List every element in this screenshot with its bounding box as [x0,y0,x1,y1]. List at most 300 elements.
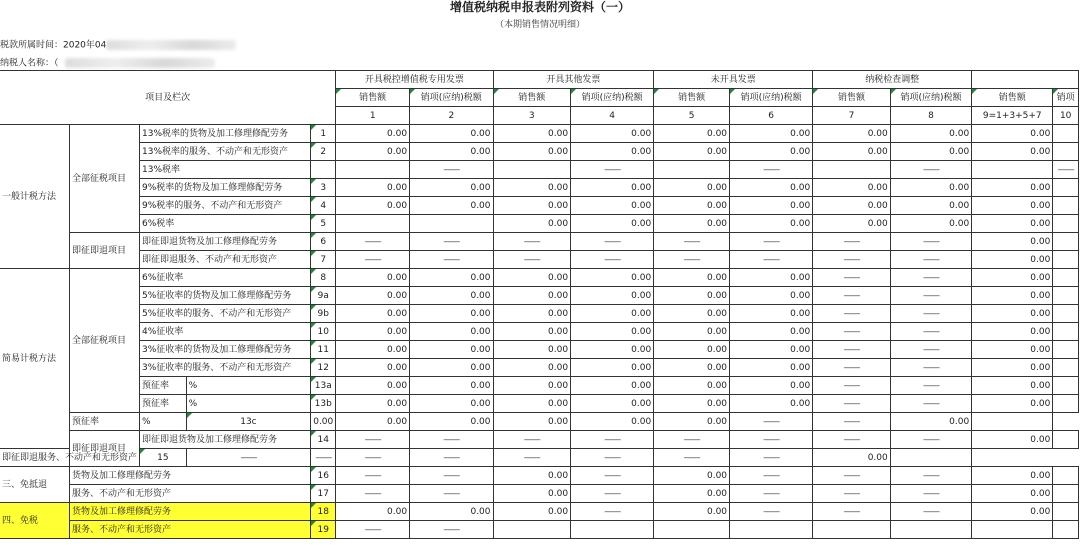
cell-value: 0.00 [972,359,1053,377]
group-header-other-invoice: 开具其他发票 [493,71,654,89]
cell-value[interactable]: 0.00 [654,467,730,485]
cell-value[interactable]: 0.00 [813,215,891,233]
rate-pct[interactable]: % [140,413,187,431]
cell-value[interactable]: 0.00 [336,197,410,215]
cell-value[interactable]: 0.00 [410,413,493,431]
row-label: 即征即退服务、不动产和无形资产 [140,251,311,269]
cell-value[interactable]: 0.00 [336,143,410,161]
table-row [0,395,1079,413]
cell-dash: —— [890,467,971,485]
cell-dash: —— [571,449,654,467]
cell-value [972,413,1053,431]
cell-value[interactable]: 0.00 [336,395,410,413]
cell-dash: —— [813,251,891,269]
cell-value [571,521,654,539]
cell-value[interactable]: 0.00 [890,179,971,197]
cell-value[interactable]: 0.00 [890,125,971,143]
cell-value[interactable]: 0.00 [654,503,730,521]
cell-dash: —— [890,287,971,305]
cell-dash: —— [813,503,891,521]
table-row [0,215,1079,233]
cell-value[interactable]: 0.00 [654,395,730,413]
line-number: 15 [140,449,187,467]
cell-value [1053,143,1079,161]
cell-value[interactable]: 0.00 [730,287,813,305]
cell-value[interactable]: 0.00 [410,305,493,323]
line-number: 17 [311,485,336,503]
cell-value: 0.00 [972,341,1053,359]
cell-dash: —— [890,485,971,503]
cell-dash: —— [493,431,571,449]
cell-value[interactable]: 0.00 [730,305,813,323]
cell-value [1053,305,1079,323]
cell-dash: —— [813,341,891,359]
cell-value[interactable]: 0.00 [410,395,493,413]
cell-value[interactable]: 0.00 [654,143,730,161]
cell-value[interactable]: 0.00 [336,341,410,359]
cell-dash: —— [410,251,493,269]
colnum-8: 8 [890,107,971,125]
line-number: 13a [311,377,336,395]
sales-detail-table [0,70,1079,539]
line-number: 1 [311,125,336,143]
table-row [0,431,1079,449]
cell-value: 0.00 [972,269,1053,287]
line-number: 11 [311,341,336,359]
table-row [0,341,1079,359]
cell-value[interactable]: 0.00 [493,395,571,413]
row-label: 6%征收率 [140,269,311,287]
row-label: 13%税率 [140,161,311,179]
line-number: 3 [311,179,336,197]
cell-value[interactable]: 0.00 [336,413,410,431]
cell-value[interactable]: 0.00 [730,377,813,395]
table-row [0,287,1079,305]
cell-dash: —— [336,485,410,503]
cell-value[interactable]: 0.00 [410,179,493,197]
cell-value[interactable]: 0.00 [410,125,493,143]
cell-value[interactable]: 0.00 [654,359,730,377]
cell-value[interactable]: 0.00 [654,269,730,287]
cell-dash: —— [730,485,813,503]
cell-value[interactable]: 0.00 [972,431,1053,449]
cell-value[interactable]: 0.00 [336,179,410,197]
cell-value[interactable]: 0.00 [571,197,654,215]
line-number: 19 [311,521,336,539]
cell-value[interactable]: 0.00 [493,323,571,341]
cell-dash: —— [654,449,730,467]
cell-dash: —— [730,413,813,431]
cell-value: 0.00 [972,467,1053,485]
cell-dash: —— [890,341,971,359]
colnum-7: 7 [813,107,891,125]
cell-value[interactable]: 0.00 [493,287,571,305]
cell-dash: —— [730,233,813,251]
cell-value[interactable]: 0.00 [972,233,1053,251]
cell-value[interactable]: 0.00 [571,305,654,323]
cell-value [1053,179,1079,197]
cell-value [493,521,571,539]
cell-dash: —— [813,359,891,377]
line-number: 16 [311,467,336,485]
cell-dash: —— [813,377,891,395]
cell-dash: —— [336,251,410,269]
group-all-levy-1: 全部征税项目 [70,125,140,233]
cell-value[interactable]: 0.00 [493,377,571,395]
subhdr-tax-1: 销项(应纳)税额 [410,89,493,107]
redacted-period [106,40,236,50]
colnum-2: 2 [410,107,493,125]
colnum-10: 10 [1053,107,1079,125]
cell-value [1053,359,1079,377]
table-row [0,413,1079,431]
cell-value: 0.00 [972,305,1053,323]
line-number: 2 [311,143,336,161]
table-row [0,161,1079,179]
cell-value[interactable]: 0.00 [813,179,891,197]
table-row [0,125,1079,143]
line-number: 4 [311,197,336,215]
cell-value[interactable]: 0.00 [493,503,571,521]
cell-value[interactable]: 0.00 [730,395,813,413]
table-row [0,449,1079,467]
cell-value[interactable]: 0.00 [813,449,891,467]
cell-value: 0.00 [972,197,1053,215]
table-row [0,197,1079,215]
cell-value[interactable]: 0.00 [654,305,730,323]
cell-dash: —— [730,431,813,449]
cell-value[interactable]: 0.00 [571,143,654,161]
line-number: 13b [311,395,336,413]
table-row [0,305,1079,323]
cell-value[interactable]: 0.00 [654,323,730,341]
cell-dash: —— [730,467,813,485]
subhdr-sales-4: 销售额 [813,89,891,107]
group-header-no-invoice: 未开具发票 [654,71,813,89]
cell-dash: —— [813,485,891,503]
cell-value[interactable]: 0.00 [336,359,410,377]
cell-value[interactable]: 0.00 [571,359,654,377]
cell-value[interactable]: 0.00 [410,143,493,161]
cell-dash: —— [730,449,813,467]
cell-value [813,521,891,539]
cell-value[interactable]: 0.00 [730,179,813,197]
cell-dash: —— [730,251,813,269]
cell-value: 0.00 [890,413,971,431]
cell-value [1053,467,1079,485]
cell-dash: —— [336,467,410,485]
cell-value[interactable]: 0.00 [493,215,571,233]
cell-dash: —— [336,449,410,467]
period-line [0,40,236,52]
cell-value[interactable]: 0.00 [493,143,571,161]
cell-dash: —— [813,305,891,323]
subhdr-tax-4: 销项(应纳)税额 [890,89,971,107]
line-number: 18 [311,503,336,521]
cell-value[interactable]: 0.00 [654,125,730,143]
row-label: 3%征收率的货物及加工修理修配劳务 [140,341,311,359]
header-row-groups [0,71,1079,89]
cell-value[interactable]: 0.00 [336,503,410,521]
cell-value[interactable]: 0.00 [654,341,730,359]
cell-dash: —— [493,233,571,251]
cell-dash: —— [410,161,493,179]
cell-dash: —— [813,323,891,341]
cell-value[interactable]: 0.00 [654,287,730,305]
line-number: 14 [311,431,336,449]
cell-value[interactable]: 0.00 [336,287,410,305]
line-number: 12 [311,359,336,377]
cell-value[interactable]: 0.00 [493,197,571,215]
rate-pct[interactable]: % [186,377,311,395]
cell-value: 0.00 [972,485,1053,503]
row-label: 服务、不动产和无形资产 [70,485,311,503]
cell-value: 0.00 [972,395,1053,413]
row-label: 9%税率的货物及加工修理修配劳务 [140,179,311,197]
cell-dash: —— [571,485,654,503]
cell-value [336,161,410,179]
cell-value[interactable]: 0.00 [654,377,730,395]
cell-dash: —— [890,431,971,449]
cell-dash: —— [410,431,493,449]
cell-dash: —— [186,449,311,467]
cell-value [890,449,971,467]
cell-value[interactable]: 0.00 [410,287,493,305]
cell-value: 0.00 [972,323,1053,341]
cell-dash: —— [813,431,891,449]
cell-value[interactable]: 0.00 [493,269,571,287]
cell-dash: —— [654,233,730,251]
cell-value [1053,341,1079,359]
cell-value [1053,215,1079,233]
cell-value: 0.00 [972,179,1053,197]
cell-dash: —— [890,233,971,251]
cell-dash: —— [813,287,891,305]
cell-dash: —— [813,395,891,413]
cell-value[interactable]: 0.00 [493,413,571,431]
subhdr-tax-3: 销项(应纳)税额 [730,89,813,107]
cell-value[interactable]: 0.00 [654,179,730,197]
rate-pct[interactable]: % [186,395,311,413]
cell-value[interactable]: 0.00 [336,125,410,143]
row-label: 服务、不动产和无形资产 [70,521,311,539]
row-label: 预征率 [140,377,187,395]
cell-value[interactable]: 0.00 [410,197,493,215]
cell-value[interactable]: 0.00 [654,215,730,233]
cell-dash: —— [571,467,654,485]
period-label: 税款所属时间：2020年04 [0,40,107,51]
cell-value[interactable]: 0.00 [311,413,336,431]
cell-dash: —— [890,395,971,413]
cell-dash: —— [571,161,654,179]
cell-value[interactable]: 0.00 [493,179,571,197]
group-exempt-refund: 三、免抵退 [0,467,70,503]
cell-value[interactable]: 0.00 [493,485,571,503]
cell-value[interactable]: 0.00 [571,287,654,305]
redacted-taxpayer [65,58,215,68]
cell-value[interactable]: 0.00 [730,323,813,341]
cell-dash: —— [1053,161,1079,179]
group-refund-2: 即征即退项目 [70,431,140,467]
cell-value[interactable]: 0.00 [571,413,654,431]
cell-value: 0.00 [972,125,1053,143]
cell-value[interactable]: 0.00 [493,467,571,485]
cell-value: 0.00 [972,287,1053,305]
cell-value [654,521,730,539]
cell-value[interactable]: 0.00 [571,215,654,233]
cell-value [1053,377,1079,395]
subhdr-tax-2: 销项(应纳)税额 [571,89,654,107]
cell-dash: —— [654,431,730,449]
form-subtitle: （本期销售情况明细） [494,20,585,30]
cell-value[interactable]: 0.00 [890,143,971,161]
cell-value[interactable]: 0.00 [493,341,571,359]
cell-value[interactable]: 0.00 [654,197,730,215]
row-label: 5%征收率的货物及加工修理修配劳务 [140,287,311,305]
cell-value[interactable]: 0.00 [730,197,813,215]
cell-value [1053,233,1079,251]
cell-value [1053,251,1079,269]
line-number: 10 [311,323,336,341]
cell-value[interactable]: 0.00 [654,485,730,503]
row-label: 3%征收率的服务、不动产和无形资产 [140,359,311,377]
row-label: 13%税率的服务、不动产和无形资产 [140,143,311,161]
cell-value[interactable]: 0.00 [410,269,493,287]
cell-value [1053,395,1079,413]
cell-value[interactable]: 0.00 [336,323,410,341]
cell-value [1053,485,1079,503]
cell-value[interactable]: 0.00 [730,359,813,377]
cell-dash: —— [336,233,410,251]
line-number [311,161,336,179]
line-number: 7 [311,251,336,269]
line-number: 9b [311,305,336,323]
group-header-total [972,71,1079,89]
taxpayer-label: 纳税人名称：（ [0,58,59,69]
cell-value [1053,125,1079,143]
cell-value[interactable]: 0.00 [410,377,493,395]
cell-dash: —— [410,467,493,485]
taxpayer-line [0,58,215,70]
cell-dash: —— [813,269,891,287]
cell-value[interactable]: 0.00 [730,269,813,287]
colnum-5: 5 [654,107,730,125]
cell-value[interactable]: 0.00 [813,125,891,143]
item-col-header: 项目及栏次 [0,71,336,125]
cell-dash: —— [654,251,730,269]
row-label: 货物及加工修理修配劳务 [70,503,311,521]
line-number: 13c [186,413,311,431]
cell-value[interactable]: 0.00 [493,359,571,377]
cell-value[interactable]: 0.00 [410,503,493,521]
row-label: 即征即退货物及加工修理修配劳务 [140,431,311,449]
cell-value [813,161,891,179]
cell-value[interactable]: 0.00 [730,143,813,161]
row-label: 即征即退货物及加工修理修配劳务 [140,233,311,251]
line-number: 8 [311,269,336,287]
group-all-levy-2: 全部征税项目 [70,269,140,413]
cell-value: 0.00 [972,143,1053,161]
table-row [0,323,1079,341]
cell-value [1053,197,1079,215]
cell-dash: —— [890,269,971,287]
cell-value[interactable]: 0.00 [571,395,654,413]
cell-dash: —— [571,503,654,521]
table-row [0,359,1079,377]
cell-value[interactable]: 0.00 [571,323,654,341]
cell-value[interactable]: 0.00 [730,215,813,233]
cell-dash: —— [890,323,971,341]
line-number: 9a [311,287,336,305]
cell-value[interactable]: 0.00 [890,215,971,233]
colnum-1: 1 [336,107,410,125]
row-label: 货物及加工修理修配劳务 [70,467,311,485]
cell-value[interactable]: 0.00 [336,305,410,323]
cell-value[interactable]: 0.00 [410,341,493,359]
cell-value [730,521,813,539]
cell-dash: —— [410,521,493,539]
cell-value[interactable]: 0.00 [336,269,410,287]
cell-value[interactable]: 0.00 [571,125,654,143]
cell-value[interactable]: 0.00 [493,305,571,323]
cell-value[interactable]: 0.00 [336,377,410,395]
table-row [0,485,1079,503]
group-exempt: 四、免税 [0,503,70,539]
cell-value[interactable]: 0.00 [410,359,493,377]
cell-value[interactable]: 0.00 [890,197,971,215]
colnum-3: 3 [493,107,571,125]
cell-dash: —— [336,431,410,449]
cell-dash: —— [311,449,336,467]
row-label: 预征率 [140,395,187,413]
cell-value[interactable]: 0.00 [813,143,891,161]
table-row [0,233,1079,251]
cell-value[interactable]: 0.00 [813,197,891,215]
cell-value[interactable]: 0.00 [972,251,1053,269]
table-row [0,143,1079,161]
cell-dash: —— [336,521,410,539]
cell-dash: —— [890,503,971,521]
cell-value[interactable]: 0.00 [493,125,571,143]
cell-dash: —— [813,467,891,485]
cell-value[interactable]: 0.00 [654,413,730,431]
cell-value[interactable]: 0.00 [571,341,654,359]
subhdr-sales-1: 销售额 [336,89,410,107]
cell-value[interactable]: 0.00 [730,125,813,143]
cell-value [336,215,410,233]
cell-value[interactable]: 0.00 [410,323,493,341]
cell-value [654,161,730,179]
cell-value [1053,287,1079,305]
cell-value[interactable]: 0.00 [571,269,654,287]
cell-value[interactable]: 0.00 [730,341,813,359]
group-refund-1: 即征即退项目 [70,233,140,269]
cell-dash: —— [571,431,654,449]
cell-value [890,521,971,539]
cell-value[interactable]: 0.00 [571,377,654,395]
cell-value: 0.00 [972,215,1053,233]
cell-value [493,161,571,179]
subhdr-sales-2: 销售额 [493,89,571,107]
group-simple: 简易计税方法 [0,269,70,449]
cell-value [1053,503,1079,521]
subhdr-sales-total: 销售额 [972,89,1053,107]
group-general: 一般计税方法 [0,125,70,269]
row-label: 预征率 [70,413,140,431]
cell-dash: —— [890,359,971,377]
cell-value[interactable]: 0.00 [571,179,654,197]
cell-dash: —— [890,161,971,179]
